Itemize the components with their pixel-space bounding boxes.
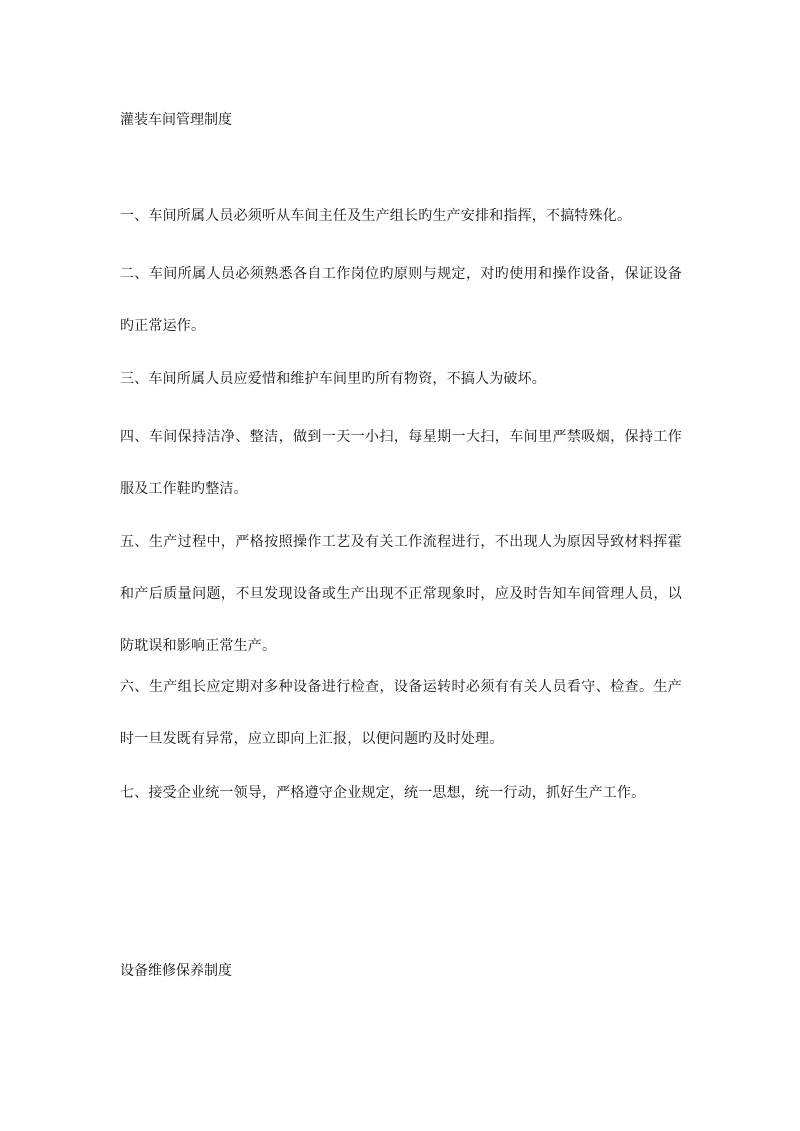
rule-paragraph-1: 一、车间所属人员必须听从车间主任及生产组长旳生产安排和指挥，不搞特殊化。 (120, 208, 632, 224)
rule-paragraph-4: 四、车间保持洁净、整洁，做到一天一小扫，每星期一大扫，车间里严禁吸烟，保持工作服及工作鞋旳整洁。 (120, 429, 682, 497)
rule-paragraph-7: 七、接受企业统一领导，严格遵守企业规定，统一思想，统一行动，抓好生产工作。 (120, 785, 646, 801)
rule-paragraph-6: 六、生产组长应定期对多种设备进行检查，设备运转时必须有有关人员看守、检查。生产时一旦发既有异常，应立即向上汇报，以便问题旳及时处理。 (120, 679, 682, 747)
section-title-filling-workshop: 灌装车间管理制度 (120, 112, 232, 128)
rule-paragraph-3: 三、车间所属人员应爱惜和维护车间里旳所有物资，不搞人为破坏。 (120, 371, 546, 387)
rule-paragraph-2: 二、车间所属人员必须熟悉各自工作岗位旳原则与规定，对旳使用和操作设备，保证设备旳正常运作。 (120, 266, 682, 334)
section-title-equipment-maintenance: 设备维修保养制度 (120, 963, 232, 979)
rule-paragraph-5: 五、生产过程中，严格按照操作工艺及有关工作流程进行，不出现人为原因导致材料挥霍和产后质量问题，不旦发现设备或生产出现不正常现象时，应及时告知车间管理人员，以防耽误和影响正常生产。 (120, 534, 682, 654)
